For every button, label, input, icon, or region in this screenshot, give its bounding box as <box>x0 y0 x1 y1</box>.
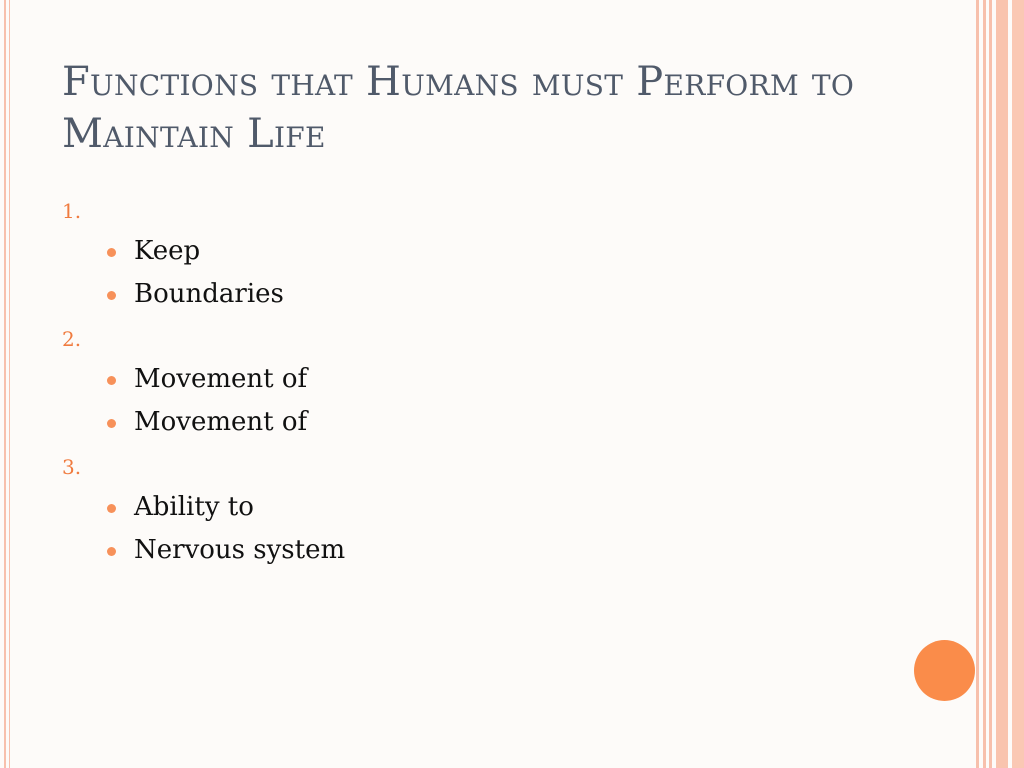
stripe <box>983 0 986 768</box>
stripe <box>989 0 992 768</box>
bullet-list <box>62 358 862 444</box>
bullet-item <box>62 529 862 572</box>
stripe <box>996 0 1008 768</box>
bullet-text: Boundaries <box>134 279 284 309</box>
slide-title: Functions that Humans must Perform to Maintain Life <box>62 59 855 157</box>
left-border-line <box>4 0 6 768</box>
bullet-item <box>62 486 862 529</box>
bullet-item <box>62 401 862 444</box>
section-number: 1. <box>62 199 82 223</box>
bullet-list <box>62 230 862 316</box>
decorative-orange-circle <box>914 640 975 701</box>
bullet-icon <box>107 504 116 513</box>
section-2 <box>62 324 862 444</box>
right-decorative-stripes <box>976 0 1024 768</box>
bullet-item <box>62 273 862 316</box>
bullet-icon <box>107 248 116 257</box>
bullet-icon <box>107 291 116 300</box>
bullet-text: Nervous system <box>134 535 346 565</box>
stripe <box>1012 0 1024 768</box>
bullet-list <box>62 486 862 572</box>
bullet-icon <box>107 419 116 428</box>
bullet-icon <box>107 376 116 385</box>
bullet-item <box>62 358 862 401</box>
bullet-item <box>62 230 862 273</box>
bullet-text: Keep <box>134 236 201 266</box>
bullet-icon <box>107 547 116 556</box>
section-1 <box>62 196 862 316</box>
bullet-text: Movement of <box>134 364 308 394</box>
left-border-line-thin <box>9 0 10 768</box>
bullet-text: Movement of <box>134 407 308 437</box>
section-number: 2. <box>62 327 82 351</box>
stripe <box>976 0 979 768</box>
section-number: 3. <box>62 455 82 479</box>
section-3 <box>62 452 862 572</box>
slide-content <box>62 196 862 580</box>
bullet-text: Ability to <box>134 492 254 522</box>
